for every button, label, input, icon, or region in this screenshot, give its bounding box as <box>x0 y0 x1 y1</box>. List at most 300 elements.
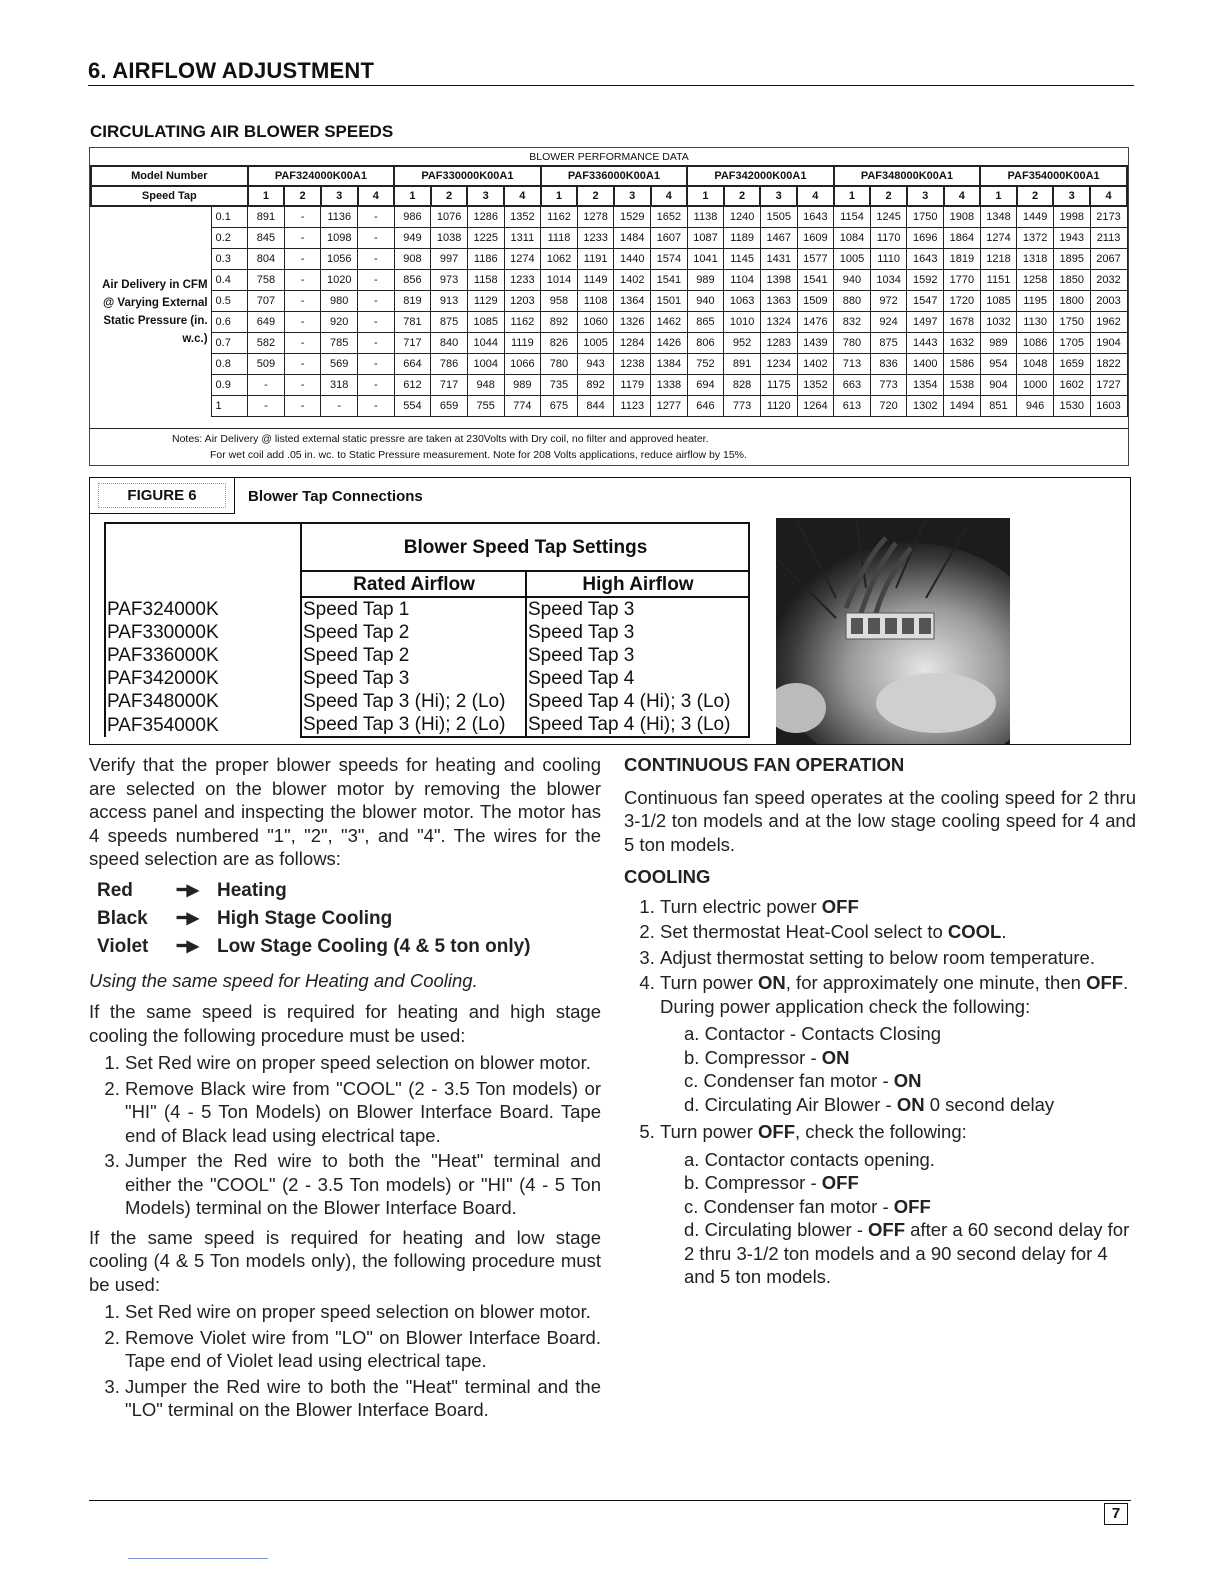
cfm-cell: 1439 <box>797 333 834 354</box>
static-pressure-cell: 0.6 <box>211 312 248 333</box>
cfm-cell: - <box>358 291 395 312</box>
intro-paragraph: Verify that the proper blower speeds for heating and cooling are selected on the blower motor by removing the blower access panel and inspecting the blower motor. The motor has 4 speeds numbered "1", "2", "3", and "4". The wires for the speed selection are as follows: <box>89 754 601 869</box>
cfm-cell: 940 <box>834 270 871 291</box>
cfm-cell: 1087 <box>687 228 724 249</box>
cfm-cell: 1066 <box>504 354 541 375</box>
cfm-cell: 1004 <box>467 354 504 375</box>
cooling-step-4: 4. Turn power ON, for approximately one minute, then OFF. During power application check the following: a. Contactor - Contacts Closing b. Compressor - ON c. Condenser fan motor - ON d. Circulating Air Blower - ON 0 second delay <box>660 971 1136 1116</box>
cfm-cell: 989 <box>687 270 724 291</box>
cfm-cell: 1085 <box>467 312 504 333</box>
cfm-cell: 997 <box>431 249 468 270</box>
cfm-cell: 875 <box>431 312 468 333</box>
cfm-cell: 943 <box>577 354 614 375</box>
cfm-cell: 646 <box>687 396 724 417</box>
cfm-cell: 1431 <box>760 249 797 270</box>
cfm-cell: 1577 <box>797 249 834 270</box>
blower-motor-photo <box>776 518 1010 744</box>
cfm-cell: 1462 <box>651 312 688 333</box>
cfm-cell: 1238 <box>614 354 651 375</box>
check-item: b. Compressor - OFF <box>684 1172 859 1193</box>
cfm-cell: 1302 <box>907 396 944 417</box>
cfm-cell: 1352 <box>504 206 541 228</box>
cfm-cell: 948 <box>467 375 504 396</box>
cfm-cell: 1586 <box>944 354 981 375</box>
cfm-cell: - <box>284 375 321 396</box>
check-item: a. Contactor contacts opening. <box>684 1148 935 1170</box>
cfm-cell: 1005 <box>834 249 871 270</box>
tap-model-cell: PAF324000K <box>105 597 301 621</box>
static-pressure-cell: 1 <box>211 396 248 417</box>
cfm-cell: 675 <box>541 396 578 417</box>
cfm-cell: 1509 <box>797 291 834 312</box>
subsection-title: CIRCULATING AIR BLOWER SPEEDS <box>90 122 394 141</box>
cfm-cell: 989 <box>980 333 1017 354</box>
perf-row <box>91 270 1127 291</box>
cfm-cell: 949 <box>394 228 431 249</box>
speed-tap-header: 2 <box>431 186 468 206</box>
cfm-cell: 1895 <box>1053 249 1090 270</box>
cfm-cell: 1632 <box>944 333 981 354</box>
cfm-cell: 1659 <box>1053 354 1090 375</box>
cfm-cell: 851 <box>980 396 1017 417</box>
procedure-step: 3. Jumper the Red wire to both the "Heat" terminal and the "LO" terminal on the Blower Interface Board. <box>125 1375 601 1422</box>
figure-caption: Blower Tap Connections <box>248 488 423 505</box>
speed-tap-header: 2 <box>284 186 321 206</box>
note-line-2: For wet coil add .05 in. wc. to Static Pressure measurement. Note for 208 Volts applications, reduce airflow by 15%. <box>210 449 747 461</box>
cfm-cell: 613 <box>834 396 871 417</box>
cfm-cell: 1179 <box>614 375 651 396</box>
cfm-cell: 1136 <box>321 206 358 228</box>
cfm-cell: 1138 <box>687 206 724 228</box>
speed-tap-header: 2 <box>577 186 614 206</box>
tap-model-cell: PAF330000K <box>105 621 301 644</box>
tap-rated-cell: Speed Tap 2 <box>301 621 526 644</box>
cooling-step-3: 3. Adjust thermostat setting to below room temperature. <box>660 946 1136 970</box>
tap-model-cell: PAF348000K <box>105 690 301 713</box>
speed-tap-header: 3 <box>321 186 358 206</box>
wire-color: Black <box>97 907 148 929</box>
cfm-cell: 1056 <box>321 249 358 270</box>
cfm-cell: 1189 <box>724 228 761 249</box>
cfm-cell: 1609 <box>797 228 834 249</box>
cfm-cell: 958 <box>541 291 578 312</box>
cfm-cell: 920 <box>321 312 358 333</box>
high-stage-paragraph: If the same speed is required for heating and high stage cooling the following procedure must be used: <box>89 1001 601 1046</box>
model-header: PAF324000K00A1 <box>248 166 395 186</box>
model-header: PAF330000K00A1 <box>394 166 541 186</box>
air-delivery-label: Air Delivery in CFM @ Varying External Static Pressure (in. w.c.) <box>102 278 208 345</box>
cfm-cell: - <box>284 206 321 228</box>
speed-tap-header: 3 <box>907 186 944 206</box>
cfm-cell: 1372 <box>1017 228 1054 249</box>
cfm-cell: 1170 <box>870 228 907 249</box>
cfm-cell: 1530 <box>1053 396 1090 417</box>
cfm-cell: 1324 <box>760 312 797 333</box>
cfm-cell: 1191 <box>577 249 614 270</box>
cfm-cell: 1311 <box>504 228 541 249</box>
static-pressure-cell: 0.3 <box>211 249 248 270</box>
cfm-cell: 1354 <box>907 375 944 396</box>
cfm-cell: 1158 <box>467 270 504 291</box>
section-title: 6. AIRFLOW ADJUSTMENT <box>88 58 1134 86</box>
cfm-cell: 663 <box>834 375 871 396</box>
perf-row <box>91 333 1127 354</box>
cfm-cell: 1060 <box>577 312 614 333</box>
cfm-cell: 1218 <box>980 249 1017 270</box>
cfm-cell: 786 <box>431 354 468 375</box>
low-stage-steps <box>89 1300 601 1422</box>
cfm-cell: - <box>248 375 285 396</box>
cfm-cell: 972 <box>870 291 907 312</box>
wire-color: Violet <box>97 935 149 957</box>
model-header: PAF336000K00A1 <box>541 166 688 186</box>
cooling-step-5: 5. Turn power OFF, check the following: a. Contactor contacts opening. b. Compressor - OFF c. Condenser fan motor - OFF d. Circulating blower - OFF after a 60 second delay for 2 thru 3-1/2 ton models and a 90 second delay for 4 and 5 ton models. <box>660 1120 1136 1289</box>
cooling-step-2: 2. Set thermostat Heat-Cool select to COOL. <box>660 920 1136 944</box>
cfm-cell: 1705 <box>1053 333 1090 354</box>
cfm-cell: 1086 <box>1017 333 1054 354</box>
cfm-cell: 318 <box>321 375 358 396</box>
static-pressure-cell: 0.2 <box>211 228 248 249</box>
tap-model-cell: PAF342000K <box>105 667 301 690</box>
cfm-cell: 1145 <box>724 249 761 270</box>
cfm-cell: 1720 <box>944 291 981 312</box>
cfm-cell: 1044 <box>467 333 504 354</box>
speed-tap-header: 2 <box>1017 186 1054 206</box>
static-pressure-cell: 0.8 <box>211 354 248 375</box>
wire-color: Red <box>97 879 133 901</box>
cfm-cell: 1943 <box>1053 228 1090 249</box>
cfm-cell: 1041 <box>687 249 724 270</box>
speed-tap-header: 4 <box>651 186 688 206</box>
cfm-cell: 1467 <box>760 228 797 249</box>
cfm-cell: - <box>321 396 358 417</box>
cfm-cell: 1175 <box>760 375 797 396</box>
cfm-cell: 2067 <box>1090 249 1127 270</box>
cfm-cell: 819 <box>394 291 431 312</box>
cfm-cell: 832 <box>834 312 871 333</box>
right-column <box>624 753 1136 1295</box>
speed-tap-header: 4 <box>797 186 834 206</box>
cfm-cell: 1014 <box>541 270 578 291</box>
tap-row <box>105 667 749 690</box>
perf-row <box>91 354 1127 375</box>
cfm-cell: 840 <box>431 333 468 354</box>
cfm-cell: 1318 <box>1017 249 1054 270</box>
cfm-cell: - <box>358 270 395 291</box>
col-rated-airflow: Rated Airflow <box>301 571 526 597</box>
cfm-cell: 735 <box>541 375 578 396</box>
cfm-cell: 785 <box>321 333 358 354</box>
page-number: 7 <box>1104 1503 1128 1525</box>
cfm-cell: 1402 <box>797 354 834 375</box>
tap-high-cell: Speed Tap 3 <box>526 597 749 621</box>
cfm-cell: 1908 <box>944 206 981 228</box>
high-stage-steps <box>89 1051 601 1220</box>
continuous-fan-text: Continuous fan speed operates at the cooling speed for 2 thru 3-1/2 ton models and at the low stage cooling speed for 4 and 5 ton models. <box>624 786 1136 855</box>
cfm-cell: 1541 <box>797 270 834 291</box>
cfm-cell: 940 <box>687 291 724 312</box>
cfm-cell: 1108 <box>577 291 614 312</box>
cfm-cell: 1085 <box>980 291 1017 312</box>
cfm-cell: 2173 <box>1090 206 1127 228</box>
perf-row <box>91 228 1127 249</box>
cfm-cell: 856 <box>394 270 431 291</box>
wire-function: Low Stage Cooling (4 & 5 ton only) <box>217 935 531 957</box>
cfm-cell: 1352 <box>797 375 834 396</box>
speed-tap-label: Speed Tap <box>91 186 248 206</box>
cfm-cell: 1123 <box>614 396 651 417</box>
cfm-cell: 773 <box>724 396 761 417</box>
continuous-fan-heading: CONTINUOUS FAN OPERATION <box>624 754 905 775</box>
step-4-checks <box>660 1022 1136 1116</box>
tap-high-cell: Speed Tap 4 (Hi); 3 (Lo) <box>526 690 749 713</box>
cfm-cell: 1098 <box>321 228 358 249</box>
cfm-cell: 1274 <box>980 228 1017 249</box>
cfm-cell: 1010 <box>724 312 761 333</box>
speed-tap-header: 1 <box>980 186 1017 206</box>
figure-label: FIGURE 6 <box>90 478 235 514</box>
wire-item <box>89 877 601 905</box>
speed-tap-header: 1 <box>834 186 871 206</box>
static-pressure-cell: 0.1 <box>211 206 248 228</box>
cfm-cell: 1476 <box>797 312 834 333</box>
cfm-cell: 758 <box>248 270 285 291</box>
cfm-cell: 954 <box>980 354 1017 375</box>
cfm-cell: 1497 <box>907 312 944 333</box>
cfm-cell: 973 <box>431 270 468 291</box>
tap-row <box>105 597 749 621</box>
speed-tap-header: 3 <box>467 186 504 206</box>
cfm-cell: 781 <box>394 312 431 333</box>
cfm-cell: 844 <box>577 396 614 417</box>
cooling-heading: COOLING <box>624 866 711 887</box>
cfm-cell: 780 <box>834 333 871 354</box>
cfm-cell: 880 <box>834 291 871 312</box>
model-header: PAF342000K00A1 <box>687 166 834 186</box>
perf-row <box>91 312 1127 333</box>
cfm-cell: 1338 <box>651 375 688 396</box>
note-line-1: Notes: Air Delivery @ listed external static pressre are taken at 230Volts with Dry coil, no filter and approved heater. <box>172 433 709 445</box>
speed-tap-header: 1 <box>687 186 724 206</box>
static-pressure-cell: 0.4 <box>211 270 248 291</box>
cfm-cell: 1998 <box>1053 206 1090 228</box>
cooling-step-1: 1. Turn electric power OFF <box>660 895 1136 919</box>
model-header: PAF348000K00A1 <box>834 166 981 186</box>
cfm-cell: - <box>358 354 395 375</box>
cfm-cell: 1240 <box>724 206 761 228</box>
cfm-cell: - <box>284 396 321 417</box>
tap-model-cell: PAF336000K <box>105 644 301 667</box>
tap-rated-cell: Speed Tap 3 <box>301 667 526 690</box>
cfm-cell: 707 <box>248 291 285 312</box>
cfm-cell: 986 <box>394 206 431 228</box>
tap-table-title: Blower Speed Tap Settings <box>301 523 749 571</box>
cfm-cell: 1643 <box>797 206 834 228</box>
cfm-cell: 804 <box>248 249 285 270</box>
cfm-cell: 1398 <box>760 270 797 291</box>
perf-row <box>91 291 1127 312</box>
cfm-cell: 755 <box>467 396 504 417</box>
cfm-cell: 1750 <box>907 206 944 228</box>
tap-high-cell: Speed Tap 3 <box>526 644 749 667</box>
cfm-cell: 1326 <box>614 312 651 333</box>
cfm-cell: 1151 <box>980 270 1017 291</box>
check-item: d. Circulating Air Blower - ON 0 second delay <box>684 1093 1055 1115</box>
cfm-cell: 780 <box>541 354 578 375</box>
cfm-cell: 1574 <box>651 249 688 270</box>
tap-high-cell: Speed Tap 3 <box>526 621 749 644</box>
cfm-cell: 892 <box>541 312 578 333</box>
perf-row <box>91 206 1127 228</box>
cfm-cell: 1538 <box>944 375 981 396</box>
speed-tap-header: 1 <box>541 186 578 206</box>
cfm-cell: 836 <box>870 354 907 375</box>
cfm-cell: 1233 <box>577 228 614 249</box>
cfm-cell: 1541 <box>651 270 688 291</box>
cfm-cell: 1384 <box>651 354 688 375</box>
cfm-cell: 1233 <box>504 270 541 291</box>
cfm-cell: 1426 <box>651 333 688 354</box>
procedure-step: 1. Set Red wire on proper speed selection on blower motor. <box>125 1051 601 1075</box>
cfm-cell: 2003 <box>1090 291 1127 312</box>
cfm-cell: 1120 <box>760 396 797 417</box>
same-speed-heading: Using the same speed for Heating and Cooling. <box>89 969 478 991</box>
arrow-right-icon: ━▶ <box>177 881 199 899</box>
check-item: c. Condenser fan motor - ON <box>684 1070 922 1091</box>
cfm-cell: 1364 <box>614 291 651 312</box>
tap-row <box>105 713 749 737</box>
cfm-cell: 1225 <box>467 228 504 249</box>
cfm-cell: - <box>284 291 321 312</box>
cfm-cell: - <box>358 228 395 249</box>
cfm-cell: 659 <box>431 396 468 417</box>
cfm-cell: 1032 <box>980 312 1017 333</box>
cfm-cell: 1819 <box>944 249 981 270</box>
procedure-step: 2. Remove Violet wire from "LO" on Blower Interface Board. Tape end of Violet lead using electrical tape. <box>125 1326 601 1373</box>
cfm-cell: 1119 <box>504 333 541 354</box>
cfm-cell: 717 <box>394 333 431 354</box>
cfm-cell: 720 <box>870 396 907 417</box>
cfm-cell: 1084 <box>834 228 871 249</box>
tap-rated-cell: Speed Tap 3 (Hi); 2 (Lo) <box>301 713 526 737</box>
cfm-cell: 1062 <box>541 249 578 270</box>
check-item: c. Condenser fan motor - OFF <box>684 1195 931 1217</box>
tap-row <box>105 690 749 713</box>
blower-performance-table <box>90 148 1128 417</box>
perf-row <box>91 375 1127 396</box>
cfm-cell: 904 <box>980 375 1017 396</box>
cfm-cell: 1234 <box>760 354 797 375</box>
tap-rated-cell: Speed Tap 2 <box>301 644 526 667</box>
speed-tap-header: 4 <box>944 186 981 206</box>
cfm-cell: 1400 <box>907 354 944 375</box>
static-pressure-cell: 0.9 <box>211 375 248 396</box>
cfm-cell: 1278 <box>577 206 614 228</box>
cfm-cell: 1283 <box>760 333 797 354</box>
arrow-right-icon: ━▶ <box>177 909 199 927</box>
cfm-cell: - <box>248 396 285 417</box>
cfm-cell: 892 <box>577 375 614 396</box>
footer-link-underline <box>128 1558 268 1559</box>
cfm-cell: 1363 <box>760 291 797 312</box>
cfm-cell: 1130 <box>1017 312 1054 333</box>
cfm-cell: 1529 <box>614 206 651 228</box>
cfm-cell: 1505 <box>760 206 797 228</box>
cfm-cell: 582 <box>248 333 285 354</box>
tap-rated-cell: Speed Tap 3 (Hi); 2 (Lo) <box>301 690 526 713</box>
speed-tap-header: 3 <box>1053 186 1090 206</box>
cfm-cell: - <box>284 333 321 354</box>
wire-list <box>89 877 601 961</box>
cfm-cell: - <box>358 312 395 333</box>
cfm-cell: - <box>284 249 321 270</box>
cfm-cell: 946 <box>1017 396 1054 417</box>
check-item: d. Circulating blower - OFF after a 60 second delay for 2 thru 3-1/2 ton models and a 90 second delay for 4 and 5 ton models. <box>684 1219 1130 1287</box>
col-high-airflow: High Airflow <box>526 571 749 597</box>
cfm-cell: 752 <box>687 354 724 375</box>
cfm-cell: 1274 <box>504 249 541 270</box>
cfm-cell: 1020 <box>321 270 358 291</box>
cfm-cell: 913 <box>431 291 468 312</box>
procedure-step: 2. Remove Black wire from "COOL" (2 - 3.5 Ton models) or "HI" (4 - 5 Ton Models) on Blower Interface Board. Tape end of Black lead using electrical tape. <box>125 1077 601 1148</box>
cfm-cell: 908 <box>394 249 431 270</box>
cooling-steps <box>624 895 1136 1289</box>
cfm-cell: 845 <box>248 228 285 249</box>
tap-rated-cell: Speed Tap 1 <box>301 597 526 621</box>
cfm-cell: 1063 <box>724 291 761 312</box>
static-pressure-cell: 0.5 <box>211 291 248 312</box>
cfm-cell: 1195 <box>1017 291 1054 312</box>
cfm-cell: 1000 <box>1017 375 1054 396</box>
cfm-cell: 1822 <box>1090 354 1127 375</box>
cfm-cell: 1245 <box>870 206 907 228</box>
cfm-cell: 865 <box>687 312 724 333</box>
cfm-cell: - <box>358 396 395 417</box>
speed-tap-header: 4 <box>504 186 541 206</box>
cfm-cell: 1118 <box>541 228 578 249</box>
cfm-cell: 1494 <box>944 396 981 417</box>
cfm-cell: 1162 <box>504 312 541 333</box>
figure-6 <box>89 477 1131 745</box>
wire-item <box>89 933 601 961</box>
cfm-cell: 1149 <box>577 270 614 291</box>
cfm-cell: 1162 <box>541 206 578 228</box>
cfm-cell: 1904 <box>1090 333 1127 354</box>
speed-tap-header: 4 <box>358 186 395 206</box>
speed-tap-header: 3 <box>614 186 651 206</box>
performance-notes <box>90 428 1128 465</box>
cfm-cell: 1264 <box>797 396 834 417</box>
cfm-cell: 1602 <box>1053 375 1090 396</box>
cfm-cell: 1607 <box>651 228 688 249</box>
cfm-cell: 1643 <box>907 249 944 270</box>
cfm-cell: 2113 <box>1090 228 1127 249</box>
cfm-cell: 1154 <box>834 206 871 228</box>
cfm-cell: 1076 <box>431 206 468 228</box>
cfm-cell: 1110 <box>870 249 907 270</box>
model-header: PAF354000K00A1 <box>980 166 1127 186</box>
cfm-cell: - <box>358 333 395 354</box>
cfm-cell: 891 <box>724 354 761 375</box>
speed-tap-header: 2 <box>870 186 907 206</box>
cfm-cell: 1440 <box>614 249 651 270</box>
cfm-cell: 826 <box>541 333 578 354</box>
cfm-cell: 1501 <box>651 291 688 312</box>
wire-function: High Stage Cooling <box>217 907 393 929</box>
cfm-cell: 1203 <box>504 291 541 312</box>
cfm-cell: 774 <box>504 396 541 417</box>
speed-tap-header: 1 <box>394 186 431 206</box>
